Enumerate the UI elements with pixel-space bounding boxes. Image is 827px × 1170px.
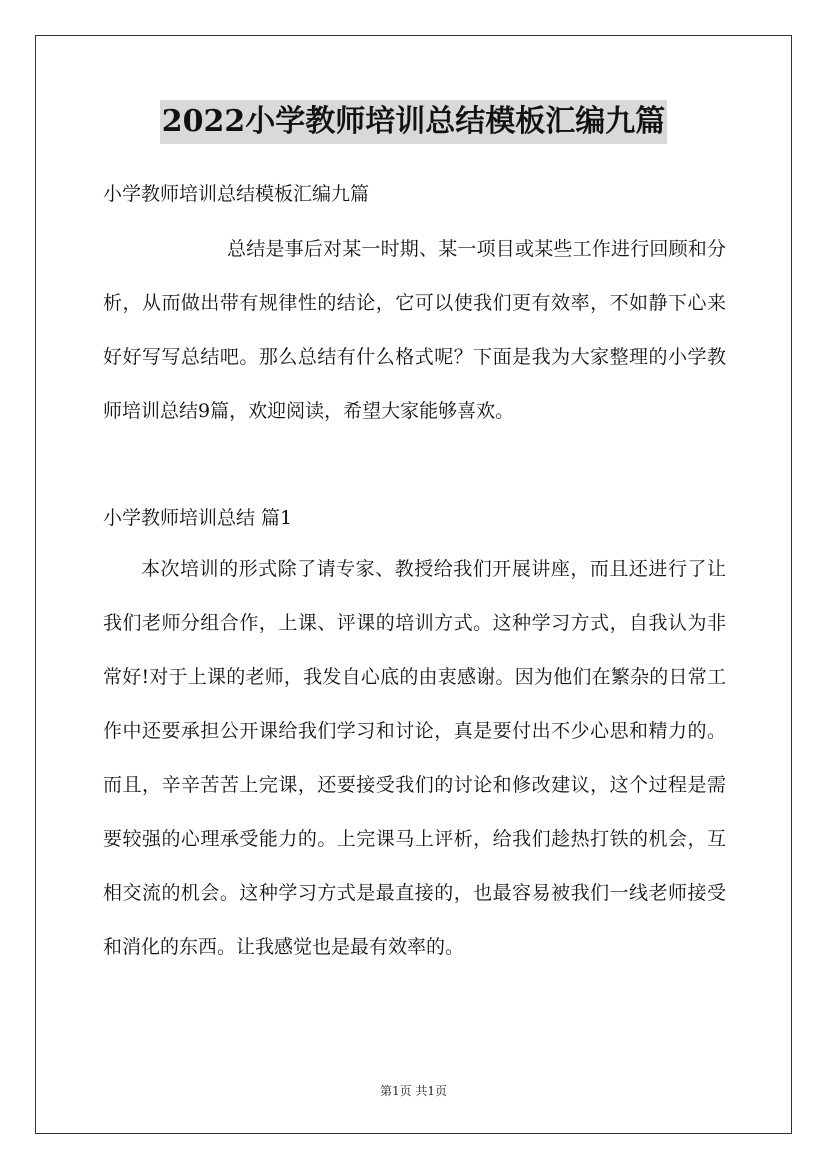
document-subtitle: 小学教师培训总结模板汇编九篇	[103, 183, 370, 205]
section-paragraph: 本次培训的形式除了请专家、教授给我们开展讲座，而且还进行了让我们老师分组合作，上课、评课的培训方式。这种学习方式，自我认为非常好!对于上课的老师，我发自心底的由衷感谢。因为他们在繁杂的日常工作中还要承担公开课给我们学习和讨论，真是要付出不少心思和精力的。而且，辛辛苦苦上完课，还要接受我们的讨论和修改建议，这个过程是需要较强的心理承受能力的。上完课马上评析，给我们趁热打铁的机会，互相交流的机会。这种学习方式是最直接的，也最容易被我们一线老师接受和消化的东西。让我感觉也是最有效率的。	[103, 558, 726, 958]
intro-paragraph: 总结是事后对某一时期、某一项目或某些工作进行回顾和分析，从而做出带有规律性的结论，它可以使我们更有效率，不如静下心来好好写写总结吧。那么总结有什么格式呢？下面是我为大家整理的小学教师培训总结9篇，欢迎阅读，希望大家能够喜欢。	[103, 238, 726, 422]
title-container	[0, 100, 827, 144]
page-footer: 第1页 共1页	[379, 1084, 448, 1098]
document-title: 2022小学教师培训总结模板汇编九篇	[160, 100, 668, 144]
document-body	[103, 174, 726, 974]
section-heading: 小学教师培训总结 篇1	[103, 507, 293, 529]
